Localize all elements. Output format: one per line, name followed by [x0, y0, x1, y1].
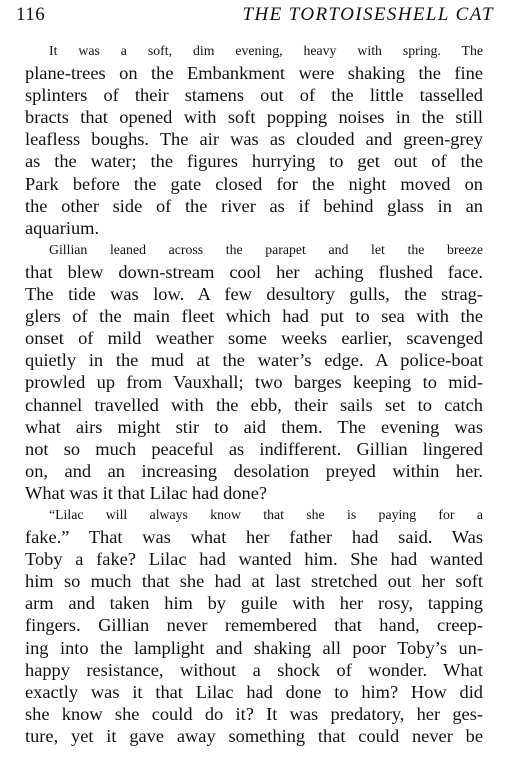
text-line: aquarium.	[25, 217, 100, 238]
text-line: on, and an increasing desolation preyed within her.	[25, 460, 483, 481]
text-line: plane-trees on the Embankment were shaking the fine	[25, 63, 483, 84]
text-line: what airs might stir to aid them. The evening was	[25, 416, 483, 437]
body-text	[25, 40, 483, 747]
text-line: glers of the main fleet which had put to sea with the	[25, 306, 483, 327]
text-line: the other side of the river as if behind glass in an	[25, 195, 483, 216]
text-line: happy resistance, without a shock of wonder. What	[25, 659, 483, 680]
text-line: ing into the lamplight and shaking all poor Toby’s un-	[25, 637, 483, 658]
text-line: bracts that opened with soft popping noises in the still	[25, 107, 483, 128]
text-line: channel travelled with the ebb, their sails set to catch	[25, 394, 483, 415]
text-line: as the water; the figures hurrying to get out of the	[25, 151, 483, 172]
text-line: Toby a fake? Lilac had wanted him. She had wanted	[25, 549, 483, 570]
text-line: splinters of their stamens out of the little tasselled	[25, 85, 483, 106]
text-line: leafless boughs. The air was as clouded and green-grey	[25, 129, 483, 150]
text-line: What was it that Lilac had done?	[25, 482, 268, 503]
text-line: not so much peaceful as indifferent. Gillian lingered	[25, 438, 483, 459]
running-title: THE TORTOISESHELL CAT	[242, 4, 494, 25]
text-line: Park before the gate closed for the night moved on	[25, 173, 483, 194]
text-line: It was a soft, dim evening, heavy with spring. The	[49, 43, 483, 58]
page-number: 116	[16, 4, 46, 25]
text-line: fake.” That was what her father had said. Was	[25, 527, 483, 548]
text-line: onset of mild weather some weeks earlier, scavenged	[25, 328, 483, 349]
text-line: “Lilac will always know that she is paying for a	[49, 506, 483, 522]
text-line: that blew down-stream cool her aching flushed face.	[25, 261, 483, 282]
text-line: The tide was low. A few desultory gulls, the strag-	[25, 284, 483, 305]
text-line: quietly in the mud at the water’s edge. A police-boat	[25, 350, 483, 371]
text-line: arm and taken him by guile with her rosy, tapping	[25, 593, 483, 614]
text-line: exactly was it that Lilac had done to him? How did	[25, 681, 483, 702]
text-line: fingers. Gillian never remembered that hand, creep-	[25, 615, 483, 636]
text-line: him so much that she had at last stretched out her soft	[25, 571, 483, 592]
text-line: prowled up from Vauxhall; two barges keeping to mid-	[25, 372, 483, 393]
text-line: ture, yet it gave away something that could never be	[25, 725, 483, 746]
text-line: she know she could do it? It was predatory, her ges-	[25, 703, 483, 724]
text-line: Gillian leaned across the parapet and let the breeze	[49, 241, 483, 257]
page-header	[16, 4, 494, 32]
